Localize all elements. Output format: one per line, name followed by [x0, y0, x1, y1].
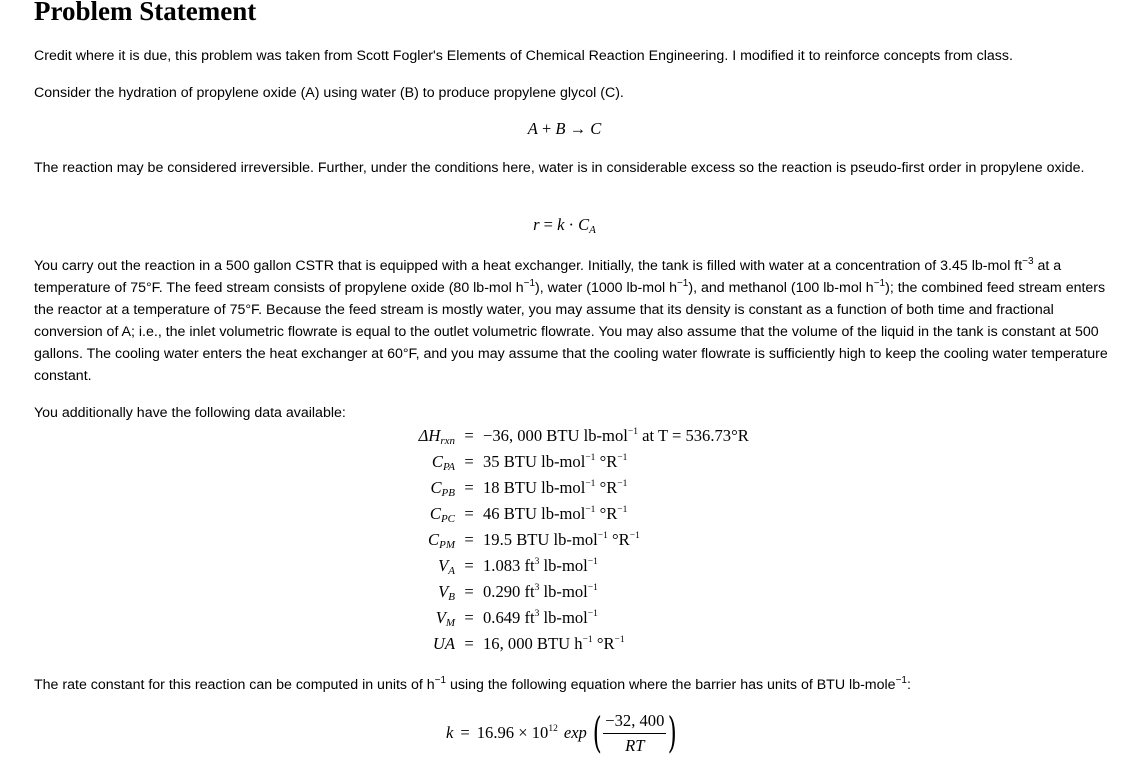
data-row [340, 605, 749, 631]
rate-equals: = [543, 215, 553, 234]
data-equals: = [464, 504, 474, 523]
fraction-numerator: −32, 400 [603, 711, 666, 734]
data-row [340, 475, 749, 501]
data-symbol: $\Delta H_{rxn}$ [418, 426, 455, 447]
rate-constant-paragraph: The rate constant for this reaction can be computed in units of $h^{-1}$ using the following equation where the barrier has units of BTU lb-mole$^{-1}$: [34, 675, 911, 693]
credit-paragraph: Credit where it is due, this problem was taken from Scott Fogler's Elements of Chemical Reaction Engineering. I modified it to reinforce concepts from class. [34, 48, 1013, 64]
intro-paragraph: Consider the hydration of propylene oxide (A) using water (B) to produce propylene glycol (C). [34, 85, 624, 101]
data-intro-paragraph: You additionally have the following data available: [34, 405, 346, 421]
reaction-plus: + [541, 119, 552, 138]
data-value: 0.649 $ft^3$ lb-mol$^{-1}$ [483, 608, 598, 627]
data-symbol: $C_{PB}$ [430, 478, 455, 499]
reaction-arrow: → [569, 119, 587, 138]
data-equals: = [464, 530, 474, 549]
rate-equation [0, 215, 1129, 235]
data-table [340, 423, 749, 657]
irreversible-paragraph: The reaction may be considered irreversible. Further, under the conditions here, water is in considerable excess so the reaction is pseudo-first order in propylene oxide. [34, 160, 1085, 176]
exp-function: exp [563, 723, 587, 742]
data-symbol: $C_{PC}$ [429, 504, 455, 525]
data-row [340, 501, 749, 527]
rate-r: r [533, 215, 540, 234]
rate-concentration: $C_A$ [578, 215, 596, 236]
data-row [340, 631, 749, 657]
data-row [340, 579, 749, 605]
data-equals: = [464, 582, 474, 601]
reaction-species-c: C [590, 119, 602, 138]
data-symbol: $C_{PM}$ [428, 530, 455, 551]
data-value: 35 BTU lb-mol$^{-1}$ $^\circ R^{-1}$ [483, 452, 628, 471]
right-paren: ) [668, 708, 678, 757]
k-equals: = [460, 723, 470, 742]
data-row [340, 423, 749, 449]
rate-dot: · [568, 215, 575, 234]
data-value: 18 BTU lb-mol$^{-1}$ $^\circ R^{-1}$ [483, 478, 628, 497]
data-row [340, 449, 749, 475]
data-symbol: $V_A$ [438, 556, 455, 577]
data-equals: = [464, 478, 474, 497]
left-paren: ( [592, 708, 602, 757]
cstr-paragraph: You carry out the reaction in a 500 gallon CSTR that is equipped with a heat exchanger. Initially, the tank is filled with water at a concentration of 3.45 lb-mol $ft^{-3}$ at a temperature of 75°F. The feed stream consists of propylene oxide (80 lb-mol $h^{-1}$), water (1000 lb-mol $h^{-1}$), and methanol (100 lb-mol $h^{-1}$); the combined feed stream enters the reactor at a temperature of 75°F. Because the feed stream is mostly water, you may assume that its density is constant as a function of both time and fractional conversion of A; i.e., the inlet volumetric flowrate is equal to the outlet volumetric flowrate. You may also assume that the volume of the liquid in the tank is constant at 500 gallons. The cooling water enters the heat exchanger at 60°F, and you may assume that the cooling water flowrate is sufficiently high to keep the cooling water temperature constant. [34, 256, 1108, 384]
data-row [340, 553, 749, 579]
data-equals: = [464, 426, 474, 445]
exponent-fraction [603, 711, 666, 756]
data-value: 0.290 $ft^3$ lb-mol$^{-1}$ [483, 582, 598, 601]
data-equals: = [464, 608, 474, 627]
data-equals: = [464, 452, 474, 471]
rate-constant-equation [446, 705, 681, 761]
data-symbol: UA [432, 634, 455, 653]
reaction-species-a: A [527, 119, 538, 138]
data-equals: = [464, 556, 474, 575]
rate-k: k [557, 215, 565, 234]
data-value: 16, 000 BTU $h^{-1}$ $^\circ R^{-1}$ [483, 634, 625, 653]
data-value: 46 BTU lb-mol$^{-1}$ $^\circ R^{-1}$ [483, 504, 628, 523]
data-row [340, 527, 749, 553]
page-title: Problem Statement [34, 0, 257, 26]
k-coefficient: $16.96 \times 10^{12}$ [476, 723, 558, 742]
data-value: 1.083 $ft^3$ lb-mol$^{-1}$ [483, 556, 598, 575]
data-symbol: $V_M$ [435, 608, 455, 629]
data-symbol: $V_B$ [438, 582, 455, 603]
data-symbol: $C_{PA}$ [431, 452, 455, 473]
data-equals: = [464, 634, 474, 653]
data-value: −36, 000 BTU lb-mol$^{-1}$ at T = 536.73°R [483, 426, 749, 445]
data-value: 19.5 BTU lb-mol$^{-1}$ $^\circ R^{-1}$ [483, 530, 640, 549]
k-symbol: k [446, 723, 454, 742]
reaction-species-b: B [555, 119, 566, 138]
fraction-denominator: RT [625, 735, 645, 755]
reaction-equation [0, 119, 1129, 139]
